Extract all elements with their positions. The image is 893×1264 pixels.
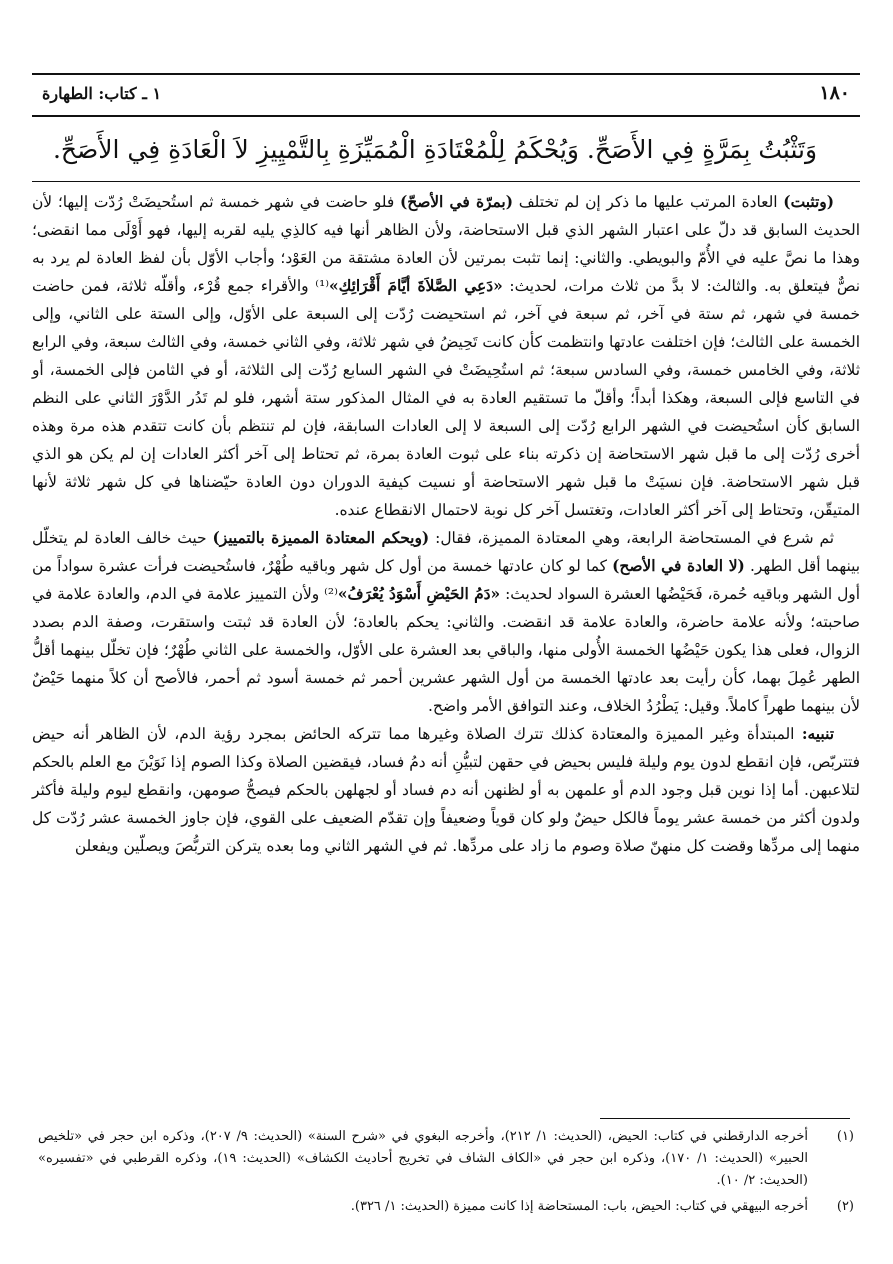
commentary-text: ⁽¹⁾ والأقراء جمع قُرْء، وأقلّه ثلاثة، فمن حاضت خمسة في شهر، ثم ستة في آخر، ثم سبعة في آخر، ثم استحيضت رُدّت إلى السبعة على الأوّل، وإلى الستة على الثاني، وإلى الخمسة على الثالث؛ فإن اختلفت عادتها وانتظمت كأن كانت تَحِيضُ في شهر ثلاثة، وفي الثاني خمسة، وفي الثالث سبعة، وفي الرابع ثلاثة، وفي الخامس خمسة، وفي السادس سبعة؛ ثم استُحِيضَتْ في الشهر السابع رُدّت إلى الثلاثة، أو في الثامن فإلى الخمسة، أو في التاسع فإلى السبعة، وهكذا أبداً؛ وأقلّ ما تستقيم العادة به في المثال المذكور ستة أشهر، فلو لم تَدُر الدَّوْرَ الثاني على النظم السابق كأن استُحيضت في الشهر الرابع رُدّت إلى السبعة لا إلى العادات السابقة، فإن لم تنتظم بأن كانت تتقدم هذه مرة وهذه أخرى رُدّت إلى ما قبل شهر الاستحاضة إن ذكرته بناء على ثبوت العادة بمرة، ثم تحتاط إلى آخر أكثر العادات إن لم يكن هو الذي قبل شهر الاستحاضة. فإن نسيَتْ ما قبل شهر الاستحاضة أو نسيت كيفية الدوران دون العادة حيّضناها في كل شهر ثلاثة لأنها المتيقّن، وتحتاط إلى آخر أكثر العادات، وتغتسل آخر كل نوبة لاحتمال الانقطاع عنده. bbox=[32, 277, 861, 519]
page-number: ١٨٠ bbox=[819, 82, 850, 104]
hadith-quote: «دَعِي الصَّلاَةَ أيَّامَ أَقْرَائِكِ» bbox=[329, 277, 503, 295]
commentary-text: العادة المرتب عليها ما ذكر إن لم تختلف bbox=[512, 193, 784, 211]
commentary-text: ⁽²⁾ ولأن التمييز علامة في الدم، والعادة علامة في صاحبته؛ ولأنه علامة حاضرة، والعادة علامة قد انقضت. والثاني: يحكم بالعادة؛ لأن العادة قد ثبتت واستقرت، وصفة الدم بصدد الزوال، فعلى هذا يكون حَيْضُها الخمسة الأُولى منها، والباقي بعد العشرة على الأوّل، والخمسة على الثاني طُهْرٌ؛ فإن تخلّل بينهما أقلُّ الطهر عُمِلَ بهما، كأن رأيت بعد عادتها الخمسة من أول الشهر عشرين أحمر ثم خمسة أسود ثم أحمر، فالأصح أن كلاً منهما حَيْضٌ لأن بينهما طهراً كاملاً. وقيل: يَطْرُدُ الخلاف، وعند التوافق الأمر واضح. bbox=[32, 585, 860, 715]
commentary-text: ثم شرع في المستحاضة الرابعة، وهي المعتادة المميزة، فقال: bbox=[429, 529, 835, 547]
commentary bbox=[32, 188, 860, 860]
footnote bbox=[38, 1196, 854, 1218]
commentary-paragraph bbox=[32, 720, 860, 860]
hadith-quote: «دَمُ الحَيْضِ أَسْوَدُ يُعْرَفُ» bbox=[337, 585, 501, 603]
footnote-number: (١) bbox=[836, 1129, 854, 1144]
footnote-text: أخرجه الدارقطني في كتاب: الحيض، (الحديث: ١/ ٢١٢)، وأخرجه البغوي في «شرح السنة» (الحديث: ٩/ ٢٠٧)، وذكره ابن حجر في «تلخيص الحبير» (الحديث: ١/ ١٧٠)، وذكره ابن حجر في «الكاف الشاف في تخريج أحاديث الكشاف» (الحديث: ١٩)، وذكره القرطبي في «تفسيره» (الحديث: ٢/ ١٠). bbox=[38, 1129, 809, 1188]
matn-quote: (ويحكم المعتادة المميزة بالتمييز) bbox=[212, 529, 430, 547]
chapter-title: ١ ـ كتاب: الطهارة bbox=[42, 84, 162, 103]
footnote-separator bbox=[600, 1118, 850, 1119]
footnote-text: أخرجه البيهقي في كتاب: الحيض، باب: المستحاضة إذا كانت مميزة (الحديث: ١/ ٣٢٦). bbox=[350, 1199, 808, 1214]
matn-quote: (وتثبت) bbox=[783, 193, 834, 211]
commentary-paragraph bbox=[32, 524, 860, 720]
commentary-text: كما لو كان عادتها خمسة من أول كل شهر وباقيه طُهْرٌ، فاستُحيضت فرأت عشرة سواداً من أول الشهر وباقيه حُمرة، فَحَيْضُها العشرة السواد لحديث: bbox=[32, 557, 860, 603]
commentary-text: حيث خالف العادة لم يتخلّل بينهما أقل الطهر. bbox=[32, 529, 861, 575]
footnote bbox=[38, 1126, 854, 1192]
matn-quote: (لا العادة في الأصح) bbox=[612, 557, 745, 575]
footnotes bbox=[38, 1126, 854, 1218]
note-label: تنبيه: bbox=[801, 725, 834, 743]
commentary-paragraph bbox=[32, 188, 860, 524]
matn-quote: (بمرّة في الأصحّ) bbox=[399, 193, 513, 211]
running-header bbox=[32, 73, 860, 117]
footnote-number: (٢) bbox=[836, 1199, 854, 1214]
separator-rule bbox=[32, 181, 860, 182]
commentary-text: فلو حاضت في شهر خمسة ثم استُحيضَتْ رُدّت إليها؛ لأن الحديث السابق قد دلّ على اعتبار الشهر الذي قبل الاستحاضة، ولأن الظاهر أنها فيه كالذِي يليه لقربه إليها، فهو أَوْلَى مما انقضى؛ وهذا ما نصَّ عليه في الأُمّ والبويطي. والثاني: إنما تثبت بمرتين لأن العادة مشتقة من العَوْد؛ وأجاب الأوّل بأن لفظ العادة لم يرد به نصٌّ فيتعلق به. والثالث: لا بدَّ من ثلاث مرات، لحديث: bbox=[32, 193, 861, 295]
matn-text: وَتَثْبُتُ بِمَرَّةٍ فِي الأَصَحِّ. وَيُحْكَمُ لِلْمُعْتَادَةِ الْمُمَيِّزَةِ بِالتَّمْيِيزِ لاَ الْعَادَةِ فِي الأَصَحِّ. bbox=[52, 135, 818, 164]
commentary-text: المبتدأة وغير المميزة والمعتادة كذلك تترك الصلاة وغيرها مما تتركه الحائض بمجرد رؤية الدم، لأن الظاهر أنه حيض فتتربّص، فإن انقطع لدون يوم وليلة فليس بحيض في حقهن لتبيُّنِ أنه دمُ فساد، فيقضين الصلاة وكذا الصوم إذا نَوَيْنَ مع العلم بالحكم لتلاعبهن. أما إذا نوين قبل وجود الدم أو علمهن به أو لظنهن أنه دم فساد أو لجهلهن بالحكم فيصحُّ صومهن، وانقطع ليوم وليلة فأكثر ولدون أكثر من خمسة عشر يوماً فالكل حيضٌ ولو كان قوياً وضعيفاً وإن تقدّم الضعيف على القوي، فإن جاوز الخمسة عشر رُدّت كل منهما إلى مردِّها وقضت كل منهنّ صلاة وصوم ما زاد على مردِّها. ثم في الشهر الثاني وما بعده يتركن التربُّصَ ويصلّين ويفعلن bbox=[32, 725, 860, 855]
